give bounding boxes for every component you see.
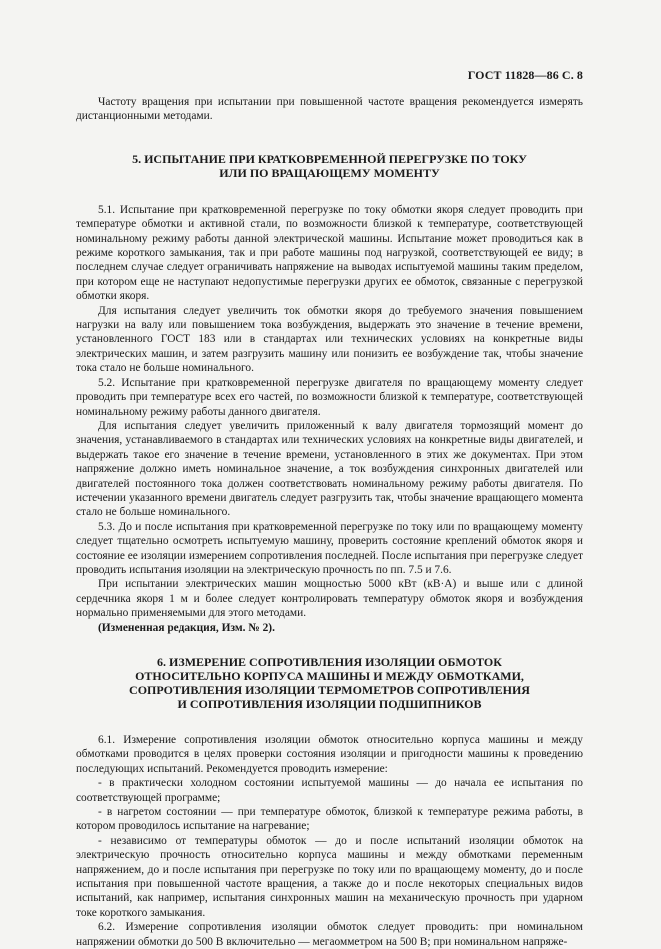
paragraph-5-3: 5.3. До и после испытания при кратковременной перегрузке по току или по вращающему моменту следует тщательно осмотреть испытуемую машину, проверить состояние креплений обмоток якоря и состояние ее изоляции измерением сопротивления последней. После испытания при перегрузке следует проводить испытания изоляции на электрическую прочность по пп. 7.5 и 7.6.: [76, 520, 583, 576]
section-6-heading-line-1: 6. ИЗМЕРЕНИЕ СОПРОТИВЛЕНИЯ ИЗОЛЯЦИИ ОБМОТОК: [157, 655, 502, 669]
page-content: [76, 95, 583, 949]
paragraph-5-2: 5.2. Испытание при кратковременной перегрузке двигателя по вращающему моменту следует проводить при температуре всех его частей, по возможности близкой к температуре, соответствующей номинальному режиму работы данного двигателя.: [76, 376, 583, 418]
edition-note: (Измененная редакция, Изм. № 2).: [98, 621, 275, 634]
section-5-heading-line-2: ИЛИ ПО ВРАЩАЮЩЕМУ МОМЕНТУ: [219, 165, 440, 180]
list-item-heated-state: - в нагретом состоянии — при температуре обмоток, близкой к температуре режима работы, в котором проводилось испытание на нагревание;: [76, 806, 583, 833]
section-5-heading-line-1: 5. ИСПЫТАНИЕ ПРИ КРАТКОВРЕМЕННОЙ ПЕРЕГРУЗКЕ ПО ТОКУ: [132, 151, 527, 166]
paragraph-5-1-cont: Для испытания следует увеличить ток обмотки якоря до требуемого значения повышением нагрузки на валу или повышением тока возбуждения, выдержать это значение в течение времени, установленного ГОСТ 183 или в стандартах или технических условиях на конкретные виды электрических машин, и затем разгрузить машину или понизить ее возбуждение так, чтобы значение тока стало не больше номинального.: [76, 304, 583, 375]
paragraph-5-2-cont: Для испытания следует увеличить приложенный к валу двигателя тормозящий момент до значения, устанавливаемого в стандартах или технических условиях на конкретные виды двигателей, и выдержать такое его значение в течение времени, установленного в этих же документах. При этом напряжение должно иметь номинальное значение, а ток возбуждения синхронных двигателей или двигателей постоянного тока должен соответствовать номинальному режиму работы двигателя. По истечении указанного времени двигатель следует разгрузить так, чтобы значение вращающего момента стало не больше номинального.: [76, 419, 583, 519]
section-6-heading: [76, 655, 583, 711]
paragraph-5-1: 5.1. Испытание при кратковременной перегрузке по току обмотки якоря следует проводить при температуре обмотки и активной стали, по возможности близкой к температуре, соответствующей номинальному режиму работы данной электрической машины. Испытание может проводиться как в режиме короткого замыкания, так и при работе машины под нагрузкой, соответствующей ее виду; в последнем случае следует ограничивать напряжение на выводах испытуемой машины таким пределом, при котором еще не наступают недопустимые перегрузки других ее обмоток, связанные с перегрузкой обмотки якоря.: [76, 203, 583, 303]
paragraph-5-3-cont: При испытании электрических машин мощностью 5000 кВт (кВ·А) и выше или с длиной сердечника якоря 1 м и более следует контролировать температуру обмоток якоря и возбуждения нормально применяемыми для этого методами.: [76, 578, 583, 620]
page-header: ГОСТ 11828—86 С. 8: [467, 68, 583, 82]
section-5-heading: [76, 152, 583, 180]
section-6-heading-line-4: И СОПРОТИВЛЕНИЯ ИЗОЛЯЦИИ ПОДШИПНИКОВ: [177, 697, 482, 711]
list-item-any-temperature: - независимо от температуры обмоток — до и после испытаний изоляции обмоток на электрическую прочность относительно корпуса машины и между обмотками переменным напряжением, до и после испытания при перегрузке по току или по вращающему моменту, до и после испытания при повышенной частоте вращения, а также до и после некоторых специальных видов испытаний, как например, испытания синхронных машин на механическую прочность при ударном токе короткого замыкания.: [76, 834, 583, 919]
paragraph-6-1: 6.1. Измерение сопротивления изоляции обмоток относительно корпуса машины и между обмотками проводится в целях проверки состояния изоляции и пригодности машины к проведению последующих испытаний. Рекомендуется проводить измерение:: [76, 734, 583, 775]
intro-paragraph: Частоту вращения при испытании при повышенной частоте вращения рекомендуется измерять дистанционными методами.: [76, 96, 583, 123]
paragraph-6-2: 6.2. Измерение сопротивления изоляции обмоток следует проводить: при номинальном напряжении обмотки до 500 В включительно — мегаомметром на 500 В; при номинальном напряже-: [76, 921, 583, 948]
section-6-heading-line-2: ОТНОСИТЕЛЬНО КОРПУСА МАШИНЫ И МЕЖДУ ОБМОТКАМИ,: [135, 669, 524, 683]
list-item-cold-state: - в практически холодном состоянии испытуемой машины — до начала ее испытания по соответствующей программе;: [76, 777, 583, 804]
section-6-heading-line-3: СОПРОТИВЛЕНИЯ ИЗОЛЯЦИИ ТЕРМОМЕТРОВ СОПРОТИВЛЕНИЯ: [129, 683, 530, 697]
